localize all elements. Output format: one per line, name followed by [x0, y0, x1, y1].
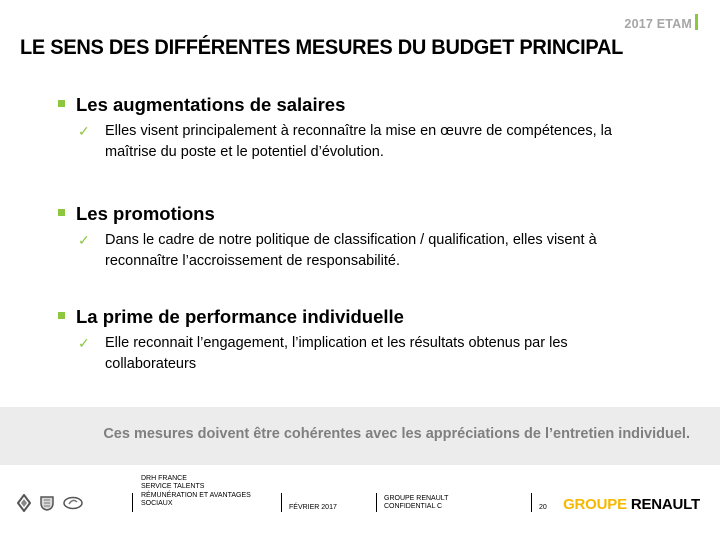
sub-bullet [58, 121, 698, 163]
bullet-heading-text: Les augmentations de salaires [76, 94, 346, 115]
bullet-heading-text: La prime de performance individuelle [76, 306, 404, 327]
slide-tag: 2017 ETAM [624, 17, 692, 31]
lada-logo-icon [63, 496, 83, 515]
sub-bullet [58, 333, 698, 375]
note-text: Ces mesures doivent être cohérentes avec les appréciations de l’entretien individuel. [103, 426, 690, 442]
bullet-heading [58, 94, 698, 116]
bullet-heading-text: Les promotions [76, 203, 215, 224]
section-salary-increases [58, 94, 698, 163]
square-bullet-icon [58, 209, 65, 216]
sub-bullet-line: Elle reconnait l’engagement, l’implication et les résultats obtenus par les [105, 335, 568, 351]
dacia-logo-icon [39, 495, 55, 516]
brand-logos [17, 494, 83, 517]
footer-dept-line: RÉMUNÉRATION ET AVANTAGES [141, 491, 251, 499]
footer-department [141, 475, 251, 508]
note-band [0, 407, 720, 465]
sub-bullet-line: maîtrise du poste et le potentiel d’évolution. [105, 144, 384, 160]
square-bullet-icon [58, 100, 65, 107]
sub-bullet-line: reconnaître l’accroissement de responsabilité. [105, 253, 400, 269]
sub-bullet-line: collaborateurs [105, 356, 197, 372]
section-promotions [58, 203, 698, 272]
bullet-heading [58, 203, 698, 225]
renault-logo-icon [17, 494, 31, 517]
brand-word-groupe: GROUPE [563, 496, 627, 513]
page-title: LE SENS DES DIFFÉRENTES MESURES DU BUDGET PRINCIPAL [20, 35, 624, 59]
checkmark-icon: ✓ [78, 232, 90, 248]
footer-divider [531, 493, 532, 512]
groupe-renault-logo [563, 496, 700, 513]
footer-dept-line: DRH FRANCE [141, 475, 187, 482]
sub-bullet-line: Dans le cadre de notre politique de classification / qualification, elles visent à [105, 232, 597, 248]
checkmark-icon: ✓ [78, 335, 90, 351]
bullet-heading [58, 306, 698, 328]
footer-date: FÉVRIER 2017 [289, 504, 337, 511]
brand-word-renault: RENAULT [630, 496, 700, 513]
footer-company [384, 495, 448, 512]
footer-divider [281, 493, 282, 512]
checkmark-icon: ✓ [78, 123, 90, 139]
square-bullet-icon [58, 312, 65, 319]
footer-dept-line: SOCIAUX [141, 499, 173, 507]
footer-divider [376, 493, 377, 512]
footer-company-line: CONFIDENTIAL C [384, 503, 443, 511]
footer-dept-line: SERVICE TALENTS [141, 483, 205, 491]
sub-bullet [58, 230, 698, 272]
section-performance-bonus [58, 306, 698, 375]
sub-bullet-line: Elles visent principalement à reconnaître la mise en œuvre de compétences, la [105, 123, 612, 139]
page-number: 20 [539, 504, 547, 511]
tag-accent-bar [695, 14, 698, 30]
footer-divider [132, 493, 133, 512]
footer-company-line: GROUPE RENAULT [384, 495, 449, 502]
